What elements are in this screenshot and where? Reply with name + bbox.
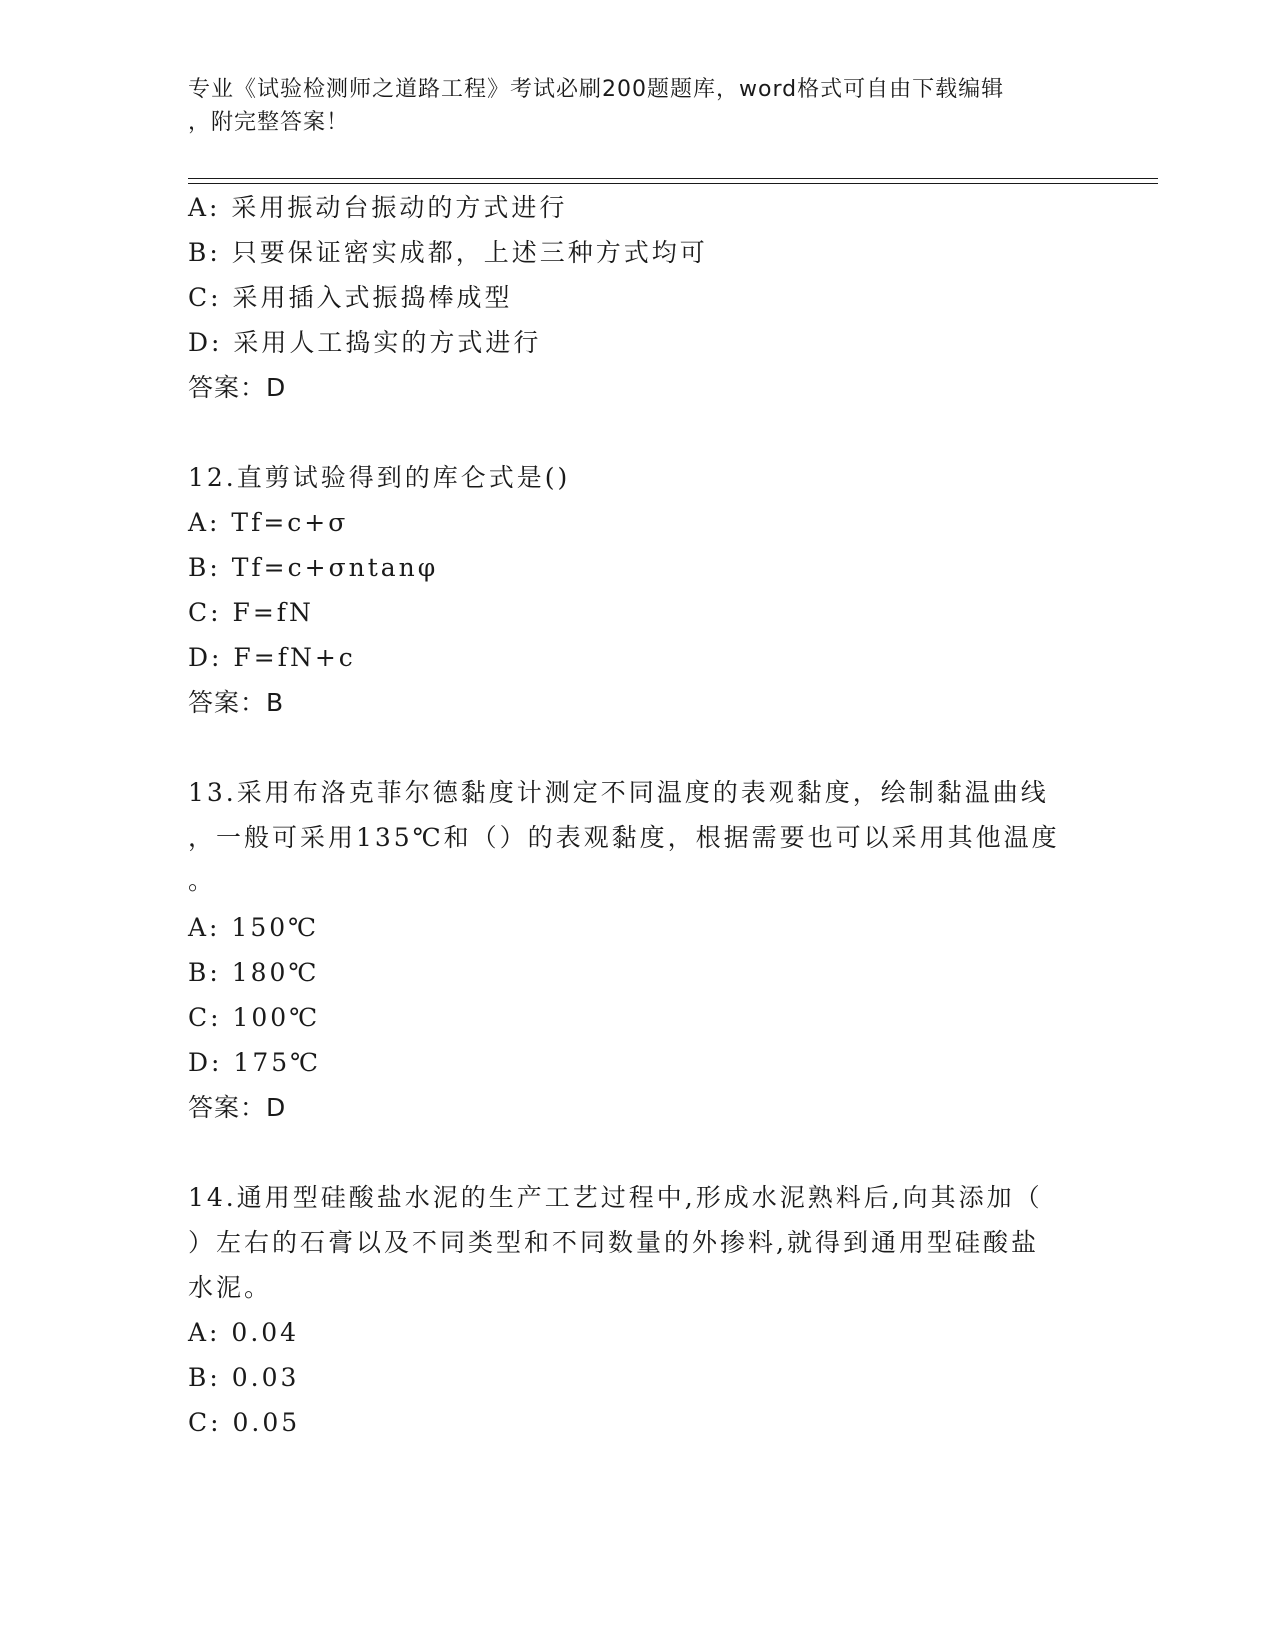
header-line-2: ，附完整答案！ bbox=[188, 110, 350, 135]
q12-option-d: D: F=fN+c bbox=[188, 643, 356, 672]
q12-option-c: C: F=fN bbox=[188, 598, 314, 627]
header-rule-bottom bbox=[188, 183, 1158, 184]
q14-option-c: C: 0.05 bbox=[188, 1408, 301, 1437]
q12-option-b: B: Tf=c+σntanφ bbox=[188, 553, 439, 582]
q12-answer: 答案：B bbox=[188, 688, 285, 717]
document-header bbox=[188, 73, 1088, 139]
q13-option-c: C: 100℃ bbox=[188, 1003, 321, 1032]
q13-stem-line-3: 。 bbox=[188, 866, 217, 895]
q13-answer: 答案：D bbox=[188, 1093, 287, 1122]
q14-option-a: A: 0.04 bbox=[188, 1318, 300, 1347]
q14-stem-line-1: 14.通用型硅酸盐水泥的生产工艺过程中,形成水泥熟料后,向其添加（ bbox=[188, 1183, 1043, 1212]
q13-stem-line-1: 13.采用布洛克菲尔德黏度计测定不同温度的表观黏度，绘制黏温曲线 bbox=[188, 778, 1049, 807]
q12-stem: 12.直剪试验得到的库仑式是() bbox=[188, 463, 571, 492]
header-line-1: 专业《试验检测师之道路工程》考试必刷200题题库，word格式可自由下载编辑 bbox=[188, 77, 1005, 102]
q13-option-b: B: 180℃ bbox=[188, 958, 320, 987]
q14-stem-line-3: 水泥。 bbox=[188, 1273, 273, 1302]
q12-option-a: A: Tf=c+σ bbox=[188, 508, 349, 537]
q11-option-a: A: 采用振动台振动的方式进行 bbox=[188, 193, 568, 222]
q11-option-c: C: 采用插入式振捣棒成型 bbox=[188, 283, 513, 312]
header-rule-top bbox=[188, 178, 1158, 179]
q13-option-d: D: 175℃ bbox=[188, 1048, 322, 1077]
q11-answer: 答案：D bbox=[188, 373, 287, 402]
q11-option-d: D: 采用人工捣实的方式进行 bbox=[188, 328, 542, 357]
q13-option-a: A: 150℃ bbox=[188, 913, 320, 942]
q11-option-b: B: 只要保证密实成都，上述三种方式均可 bbox=[188, 238, 708, 267]
q14-option-b: B: 0.03 bbox=[188, 1363, 300, 1392]
q13-stem-line-2: ，一般可采用135℃和（）的表观黏度，根据需要也可以采用其他温度 bbox=[188, 823, 1060, 852]
q14-stem-line-2: ）左右的石膏以及不同类型和不同数量的外掺料,就得到通用型硅酸盐 bbox=[188, 1228, 1039, 1257]
